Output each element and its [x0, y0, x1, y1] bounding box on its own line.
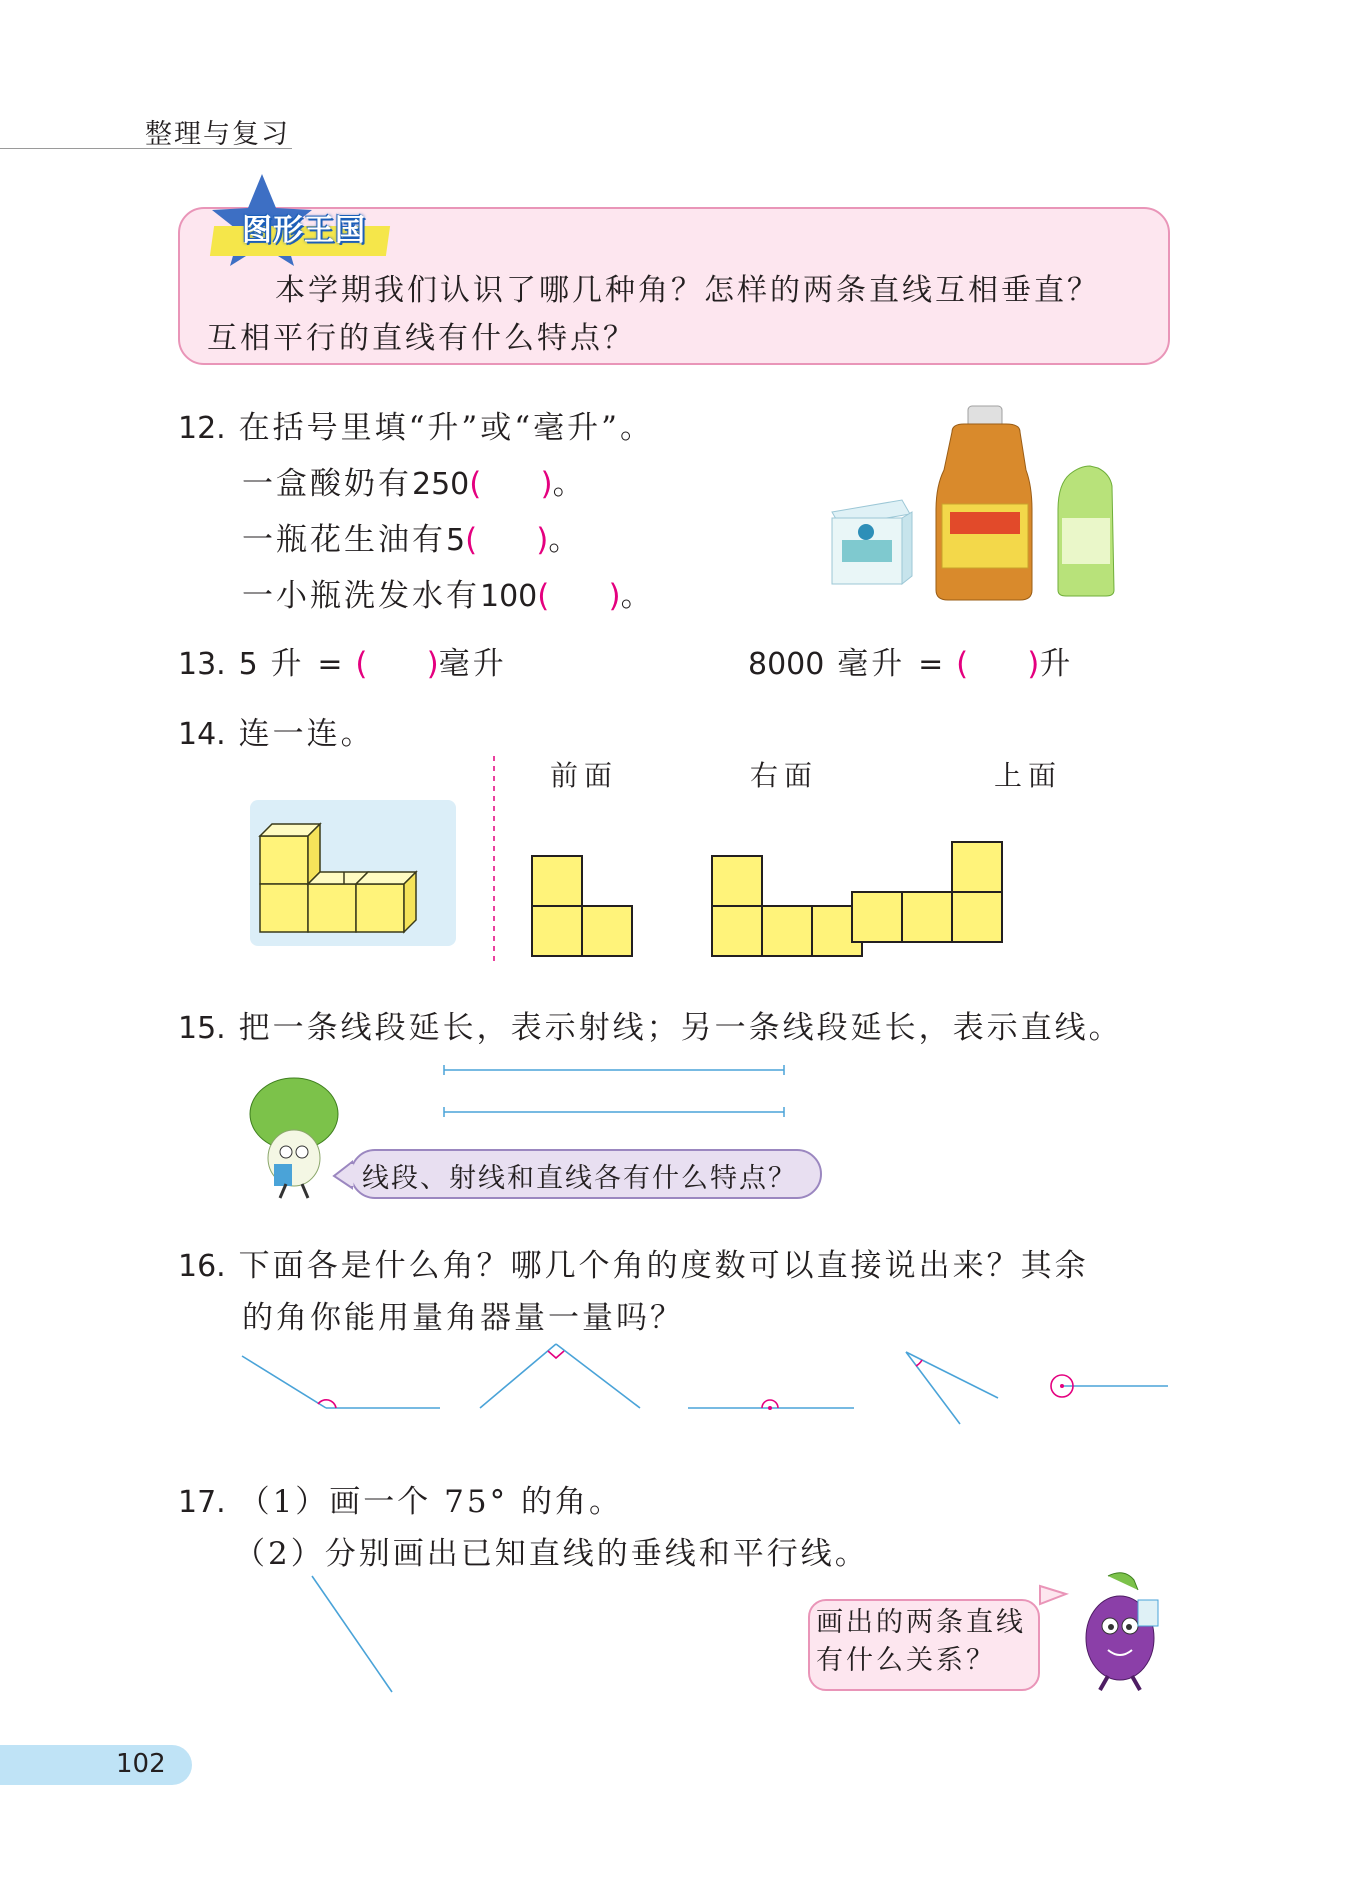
oil-bottle-icon: [936, 406, 1032, 600]
question-prompt: 把一条线段延长，表示射线；另一条线段延长，表示直线。: [238, 1010, 1123, 1046]
angle-acute: [906, 1352, 998, 1424]
answer-blank[interactable]: ( ): [355, 646, 439, 682]
question-17: [178, 1476, 623, 1521]
kingdom-text-line2: 互相平行的直线有什么特点？: [207, 321, 636, 356]
question-13-right: 8000 毫升 = ( )升: [748, 646, 1074, 682]
tip-text-segments: 线段、射线和直线各有什么特点？: [362, 1163, 797, 1194]
page-number: 102: [116, 1749, 166, 1779]
cube-views-figure: [240, 750, 1140, 970]
answer-blank[interactable]: ( ): [469, 466, 553, 502]
given-line-figure: [300, 1570, 400, 1700]
q12-item-1: 一盒酸奶有250( )。: [242, 466, 587, 502]
question-number: 16.: [178, 1249, 226, 1284]
question-12: [178, 402, 654, 447]
tip-text-lines: 画出的两条直线 有什么关系？: [816, 1607, 1026, 1676]
bubble-tail-right: [1038, 1580, 1070, 1610]
angles-figure: [230, 1340, 1170, 1460]
question-number: 17.: [178, 1485, 226, 1520]
eggplant-mascot-icon: [1068, 1566, 1168, 1696]
kingdom-text-line1: 本学期我们认识了哪几种角？怎样的两条直线互相垂直？: [275, 273, 1100, 308]
question-16-line2: 的角你能用量角器量一量吗？: [242, 1300, 684, 1336]
products-illustration: [826, 400, 1126, 610]
front-view-shape: [532, 856, 632, 956]
answer-blank[interactable]: ( ): [465, 522, 549, 558]
question-prompt: 连一连。: [238, 716, 375, 752]
header-rule: [0, 148, 292, 149]
view-label-right: 右面: [750, 759, 819, 792]
angle-obtuse: [242, 1356, 440, 1408]
kingdom-badge: 图形王国: [242, 213, 366, 248]
view-label-top: 上面: [994, 759, 1063, 792]
yogurt-box-icon: [832, 500, 912, 584]
question-number: 14.: [178, 717, 226, 752]
angle-straight: [688, 1400, 854, 1410]
q12-item-2: 一瓶花生油有5( )。: [242, 522, 583, 558]
question-number: 13.: [178, 647, 226, 682]
angle-right: [480, 1344, 640, 1408]
top-view-shape: [852, 842, 1002, 942]
answer-blank[interactable]: ( ): [956, 646, 1040, 682]
question-14: [178, 708, 375, 753]
question-prompt: 在括号里填“升”或“毫升”。: [238, 410, 654, 446]
question-text-line1: 下面各是什么角？哪几个角的度数可以直接说出来？其余: [238, 1248, 1089, 1284]
angle-full: [1051, 1375, 1168, 1397]
question-part1: （1）画一个 75° 的角。: [238, 1484, 623, 1520]
question-13: 13. 5 升 = ( )毫升: [178, 646, 507, 682]
view-label-front: 前面: [550, 759, 619, 792]
right-view-shape: [712, 856, 862, 956]
answer-blank[interactable]: ( ): [537, 578, 621, 614]
question-15: [178, 1002, 1123, 1047]
question-number: 15.: [178, 1011, 226, 1046]
question-16: [178, 1240, 1089, 1285]
question-number: 12.: [178, 411, 226, 446]
shampoo-bottle-icon: [1058, 466, 1114, 596]
bubble-tail: [332, 1160, 354, 1190]
section-title: 整理与复习: [145, 119, 290, 150]
question-17-part2: （2）分别画出已知直线的垂线和平行线。: [234, 1536, 869, 1572]
q12-item-3: 一小瓶洗发水有100( )。: [242, 578, 655, 614]
line-segments-figure: [440, 1060, 790, 1120]
